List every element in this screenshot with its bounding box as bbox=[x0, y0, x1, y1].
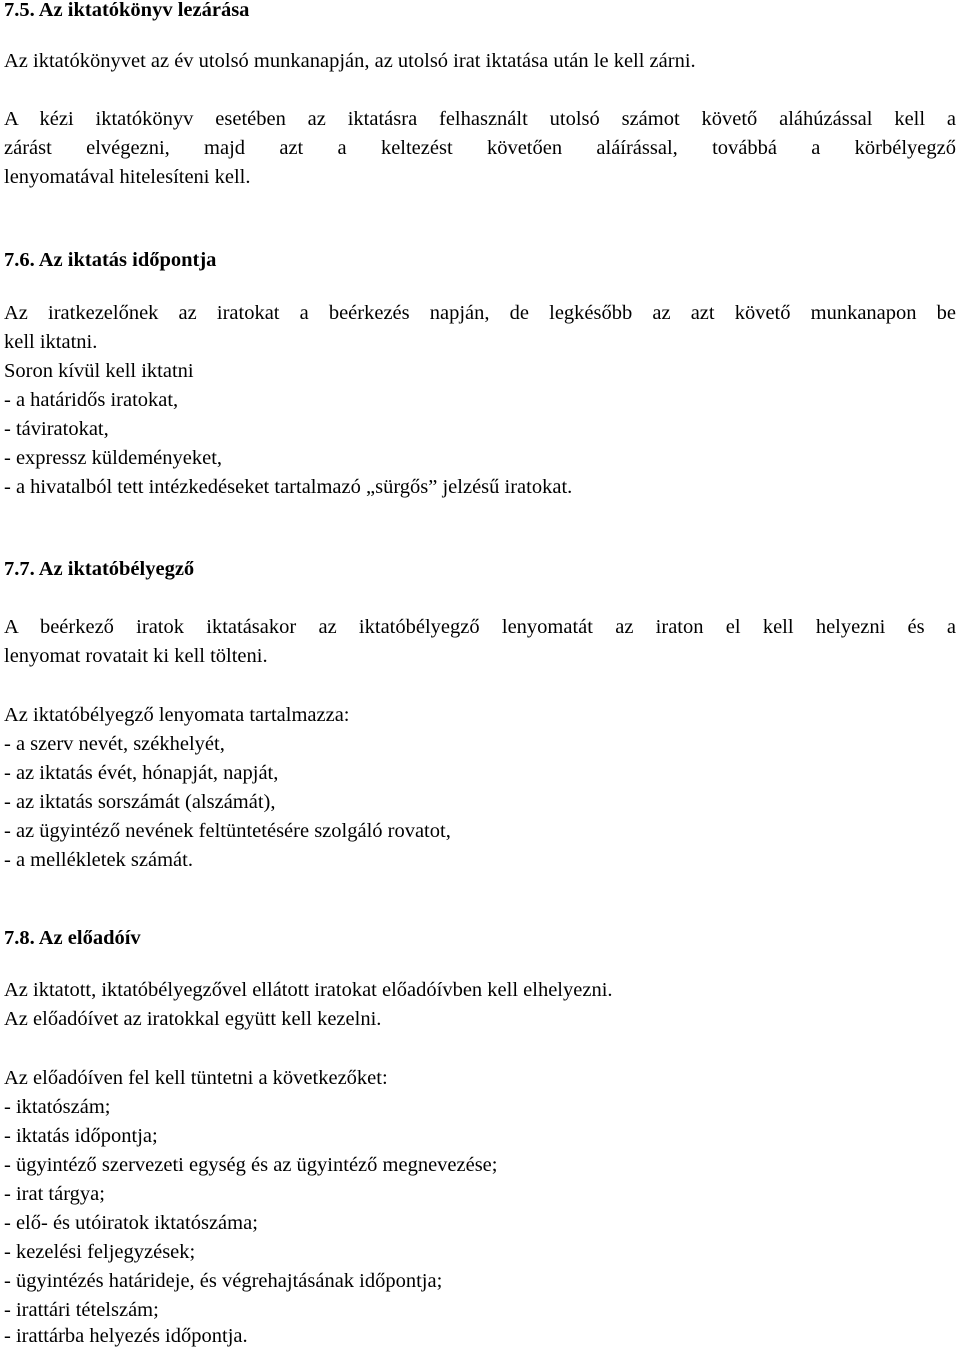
list-item: - az iktatás évét, hónapját, napját, bbox=[4, 762, 279, 784]
paragraph-line: lenyomatával hitelesíteni kell. bbox=[4, 166, 251, 188]
list-item: - táviratokat, bbox=[4, 418, 109, 440]
list-intro: Az előadóíven fel kell tüntetni a következőket: bbox=[4, 1067, 388, 1089]
list-item: - a határidős iratokat, bbox=[4, 389, 179, 411]
list-item: - elő- és utóiratok iktatószáma; bbox=[4, 1212, 258, 1234]
list-item: - a mellékletek számát. bbox=[4, 849, 193, 871]
list-item: - irattárba helyezés időpontja. bbox=[4, 1325, 248, 1347]
list-item: - ügyintézés határideje, és végrehajtásának időpontja; bbox=[4, 1270, 443, 1292]
list-item: - iktatás időpontja; bbox=[4, 1125, 158, 1147]
list-item: - irattári tételszám; bbox=[4, 1299, 159, 1321]
paragraph-line: A beérkező iratok iktatásakor az iktatóbélyegző lenyomatát az iraton el kell helyezni és a bbox=[4, 616, 956, 638]
section-heading: 7.7. Az iktatóbélyegző bbox=[4, 558, 195, 580]
section-heading: 7.6. Az iktatás időpontja bbox=[4, 249, 217, 271]
paragraph-line: Az iktatókönyvet az év utolsó munkanapján, az utolsó irat iktatása után le kell zárni. bbox=[4, 50, 696, 72]
list-item: - az ügyintéző nevének feltüntetésére szolgáló rovatot, bbox=[4, 820, 451, 842]
paragraph-line: lenyomat rovatait ki kell tölteni. bbox=[4, 645, 268, 667]
section-heading: 7.8. Az előadóív bbox=[4, 927, 141, 949]
paragraph-line: Az iratkezelőnek az iratokat a beérkezés napján, de legkésőbb az azt követő munkanapon be bbox=[4, 302, 956, 324]
paragraph-line: Az iktatott, iktatóbélyegzővel ellátott iratokat előadóívben kell elhelyezni. bbox=[4, 979, 613, 1001]
paragraph-line: Az előadóívet az iratokkal együtt kell kezelni. bbox=[4, 1008, 382, 1030]
list-item: - kezelési feljegyzések; bbox=[4, 1241, 196, 1263]
list-item: - iktatószám; bbox=[4, 1096, 111, 1118]
section-heading: 7.5. Az iktatókönyv lezárása bbox=[4, 0, 250, 21]
list-item: - a szerv nevét, székhelyét, bbox=[4, 733, 225, 755]
list-item: - ügyintéző szervezeti egység és az ügyintéző megnevezése; bbox=[4, 1154, 498, 1176]
paragraph-line: zárást elvégezni, majd azt a keltezést követően aláírással, továbbá a körbélyegző bbox=[4, 137, 956, 159]
paragraph-line: A kézi iktatókönyv esetében az iktatásra felhasznált utolsó számot követő aláhúzással kell a bbox=[4, 108, 956, 130]
paragraph-line: kell iktatni. bbox=[4, 331, 98, 353]
list-item: - irat tárgya; bbox=[4, 1183, 105, 1205]
list-item: - expressz küldeményeket, bbox=[4, 447, 223, 469]
list-intro: Az iktatóbélyegző lenyomata tartalmazza: bbox=[4, 704, 350, 726]
list-item: - az iktatás sorszámát (alszámát), bbox=[4, 791, 276, 813]
list-intro: Soron kívül kell iktatni bbox=[4, 360, 194, 382]
list-item: - a hivatalból tett intézkedéseket tartalmazó „sürgős” jelzésű iratokat. bbox=[4, 476, 573, 498]
